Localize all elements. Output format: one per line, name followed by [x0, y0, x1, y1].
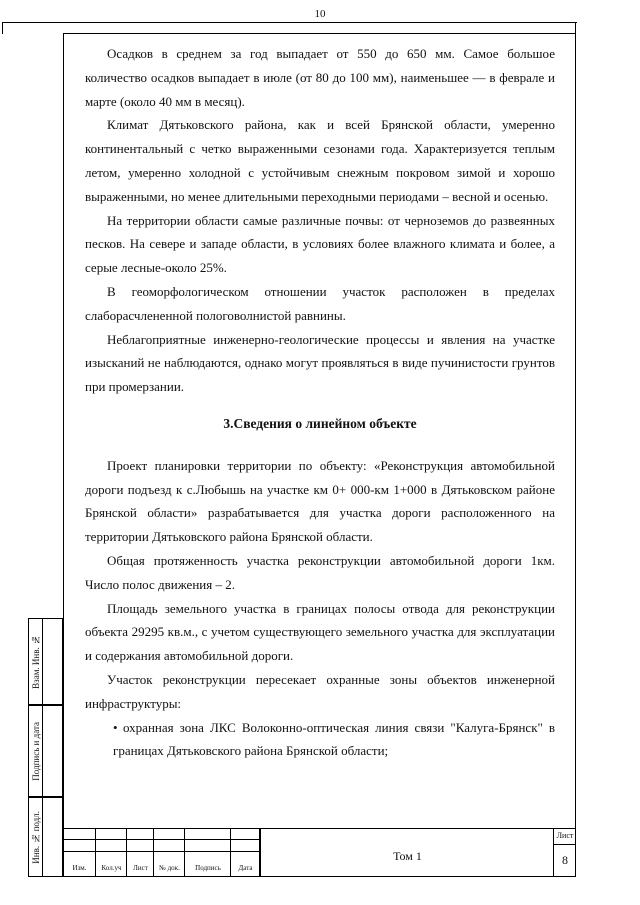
- paragraph: На территории области самые различные почвы: от черноземов до развеянных песков. На севере и западе области, в условиях более влажного климата и более, а серые лесные-около 25%.: [85, 212, 555, 276]
- header-doc-no: № док.: [159, 864, 180, 872]
- page-number: 10: [314, 8, 326, 20]
- margin-cell-podpis-value: [43, 705, 63, 797]
- bullet-icon: •: [113, 719, 118, 735]
- header-kol-uch: Кол.уч: [101, 864, 122, 872]
- sheet-cell: [553, 828, 576, 877]
- paragraph: Неблагоприятные инженерно-геологические процессы и явления на участке изысканий не наблюдаются, однако могут проявляться в виде пучинистости грунтов при промерзании.: [85, 331, 555, 395]
- paragraph: Площадь земельного участка в границах полосы отвода для реконструкции объекта 29295 кв.м., с учетом существующего земельного участка для эксплуатации и содержания автомобильной дороги.: [85, 600, 555, 664]
- outer-frame-top: [2, 22, 577, 23]
- bullet-list-item: [113, 716, 555, 764]
- header-podpis: Подпись: [195, 864, 221, 872]
- header-izm: Изм.: [72, 864, 87, 872]
- paragraph: В геоморфологическом отношении участок расположен в пределах слаборасчлененной пологоволнистой равнины.: [85, 283, 555, 323]
- revision-grid: [63, 828, 253, 877]
- margin-label-podpis: Подпись и дата: [30, 721, 41, 781]
- paragraph: Климат Дятьковского района, как и всей Брянской области, умеренно континентальный с четко выраженными сезонами года. Характеризуется теплым летом, умеренно холодной с устойчивым снежным покровом зимой и хорошо выраженными, но менее длительными переходными периодами – весной и осенью.: [85, 117, 555, 204]
- paragraph: Осадков в среднем за год выпадает от 550 до 650 мм. Самое большое количество осадков выпадает в июле (от 80 до 100 мм), наименьшее — в феврале и марте (около 40 мм в месяц).: [85, 46, 555, 109]
- margin-label-vzam: Взам. Инв. №: [30, 634, 41, 689]
- title-block-main: [260, 828, 554, 877]
- section-title: 3.Сведения о линейном объекте: [223, 415, 417, 431]
- sheet-label: Лист: [556, 831, 574, 840]
- volume-label: Том 1: [393, 849, 422, 863]
- header-data: Дата: [238, 864, 253, 872]
- margin-label-inv: Инв. № подл.: [30, 810, 41, 864]
- paragraph: Проект планировки территории по объекту: «Реконструкция автомобильной дороги подъезд к с.Любышь на участке км 0+ 000-км 1+000 в Дятьковском районе Брянской области» разрабатывается для участка дороги расположенного на территории Дятьковского района Брянской области.: [85, 457, 555, 545]
- title-block: [63, 828, 576, 877]
- bullet-text: охранная зона ЛКС Волоконно-оптическая линия связи "Калуга-Брянск" в границах Дятьковского района Брянской области;: [113, 719, 555, 759]
- sheet-number: 8: [562, 853, 568, 867]
- document-body: [85, 42, 555, 763]
- margin-cell-vzam-value: [43, 618, 63, 705]
- outer-frame-left-tick: [2, 22, 3, 34]
- paragraph: Участок реконструкции пересекает охранные зоны объектов инженерной инфраструктуры:: [85, 671, 555, 711]
- margin-cell-inv-value: [43, 797, 63, 877]
- paragraph: Общая протяженность участка реконструкции автомобильной дороги 1км. Число полос движения – 2.: [85, 552, 555, 592]
- header-list: Лист: [133, 864, 148, 872]
